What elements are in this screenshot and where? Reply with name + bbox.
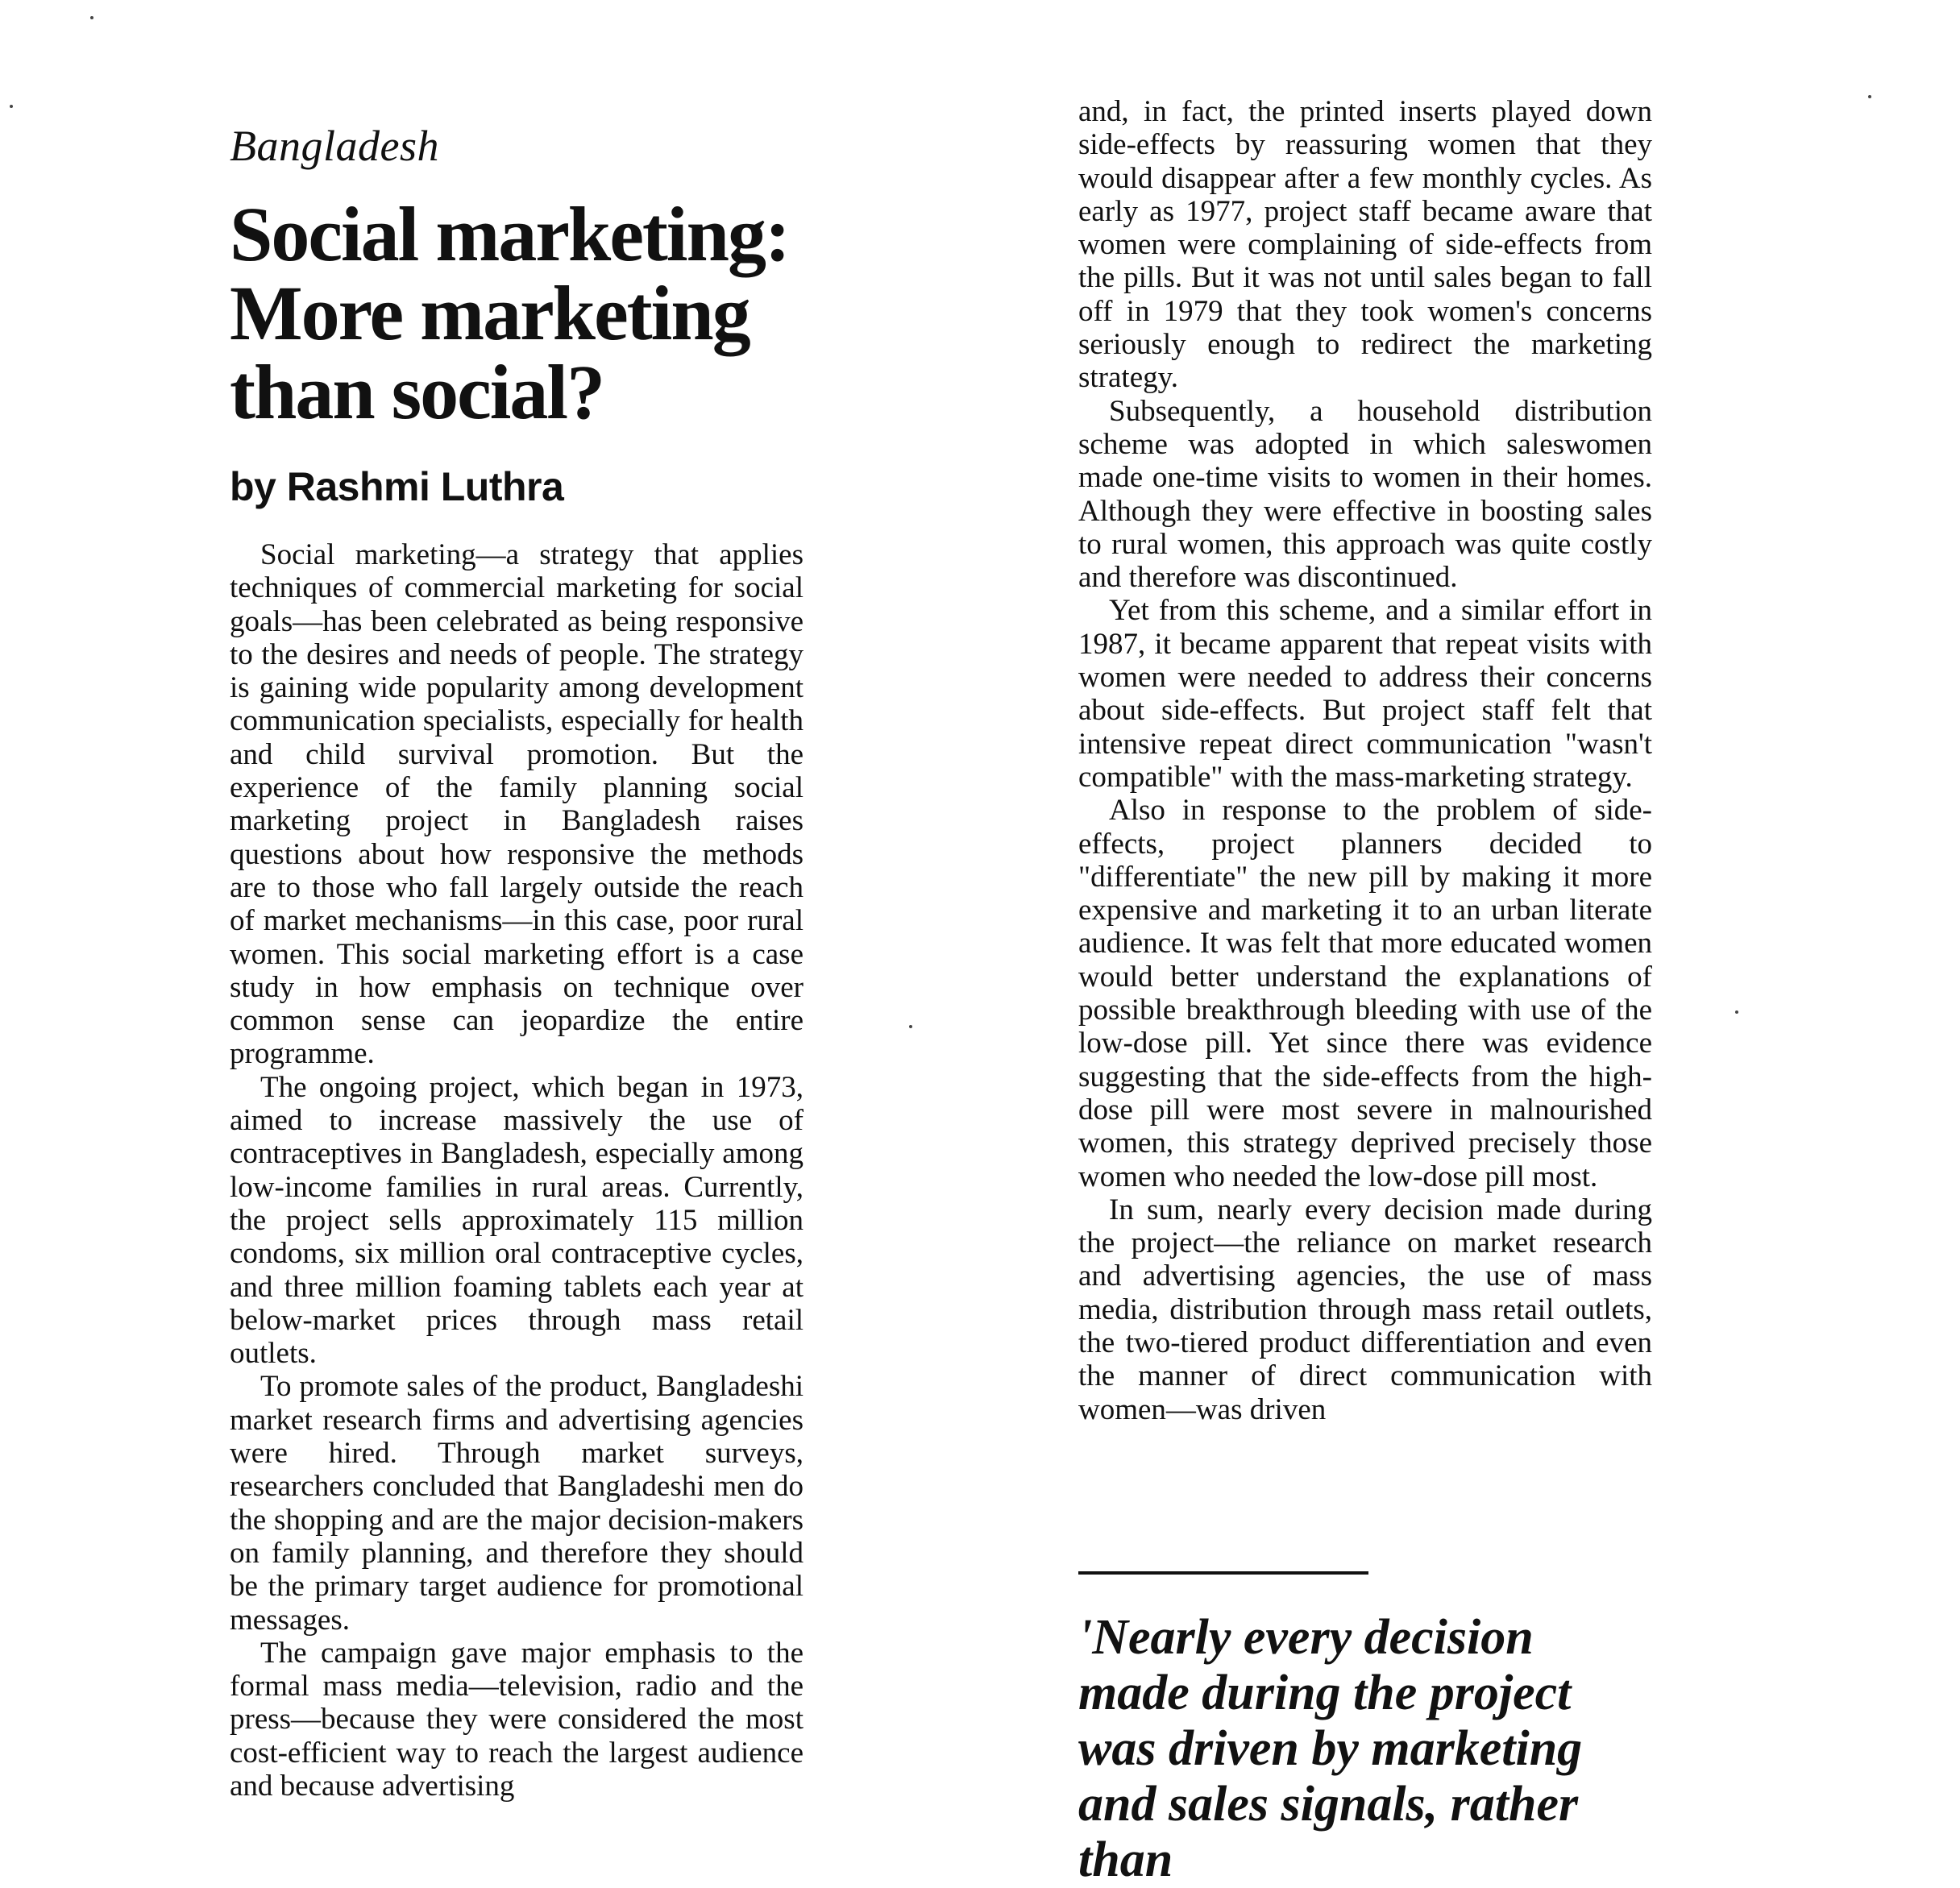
body-paragraph: and, in fact, the printed inserts played down side-effects by reassuring women that they would disappear after a few monthly cycles. As early as 1977, project staff became aware that women were complaining of side-effects from the pills. But it was not until sales began to fall off in 1979 that they took women's concerns seriously enough to redirect the marketing strategy. xyxy=(1078,95,1652,395)
body-paragraph: Yet from this scheme, and a similar effort in 1987, it became apparent that repeat visits with women were needed to address their concerns about side-effects. But project staff felt that intensive repeat direct communication "wasn't compatible" with the mass-marketing strategy. xyxy=(1078,594,1652,794)
right-body-text xyxy=(1078,95,1652,1426)
body-paragraph: Social marketing—a strategy that applies techniques of commercial marketing for social goals—has been celebrated as being responsive to the desires and needs of people. The strategy is gaining wide popularity among development communication specialists, especially for health and child survival promotion. But the experience of the family planning social marketing project in Bangladesh raises questions about how responsive the methods are to those who fall largely outside the reach of market mechanisms—in this case, poor rural women. This social marketing effort is a case study in how emphasis on technique over common sense can jeopardize the entire programme. xyxy=(230,538,804,1071)
scan-speck xyxy=(10,105,13,108)
body-paragraph: In sum, nearly every decision made during the project—the reliance on market research and advertising agencies, the use of mass media, distribution through mass retail outlets, the two-tiered product differentiation and even the manner of direct communication with women—was driven xyxy=(1078,1193,1652,1426)
headline: Social marketing: More marketing than social? xyxy=(230,191,789,435)
left-body-text xyxy=(230,538,804,1803)
body-paragraph: To promote sales of the product, Bangladeshi market research firms and advertising agencies were hired. Through market surveys, researchers concluded that Bangladeshi men do the shopping and are the major decision-makers on family planning, and therefore they should be the primary target audience for promotional messages. xyxy=(230,1370,804,1637)
section-kicker: Bangladesh xyxy=(230,122,439,170)
byline: by Rashmi Luthra xyxy=(230,464,564,509)
body-paragraph: Subsequently, a household distribution scheme was adopted in which saleswomen made one-time visits to women in their homes. Although they were effective in boosting sales to rural women, this approach was quite costly and therefore was discontinued. xyxy=(1078,394,1652,595)
body-paragraph: The ongoing project, which began in 1973, aimed to increase massively the use of contraceptives in Bangladesh, especially among low-income families in rural areas. Currently, the project sells approximately 115 million condoms, six million oral contraceptive cycles, and three million foaming tablets each year at below-market prices through mass retail outlets. xyxy=(230,1070,804,1371)
body-paragraph: The campaign gave major emphasis to the formal mass media—television, radio and the press—because they were considered the most cost-efficient way to reach the largest audience and because advertising xyxy=(230,1636,804,1803)
scan-speck xyxy=(1735,1010,1738,1014)
pull-quote-rule xyxy=(1078,1571,1368,1575)
scan-speck xyxy=(90,16,93,19)
pull-quote: 'Nearly every decision made during the project was driven by marketing and sales signals, rather than xyxy=(1078,1610,1583,1887)
scan-speck xyxy=(1868,95,1871,98)
scan-speck xyxy=(909,1025,912,1028)
body-paragraph: Also in response to the problem of side-effects, project planners decided to "differentiate" the new pill by making it more expensive and marketing it to an urban literate audience. It was felt that more educated women would better understand the explanations of possible breakthrough bleeding with use of the low-dose pill. Yet since there was evidence suggesting that the side-effects from the high-dose pill were most severe in malnourished women, this strategy deprived precisely those women who needed the low-dose pill most. xyxy=(1078,794,1652,1193)
